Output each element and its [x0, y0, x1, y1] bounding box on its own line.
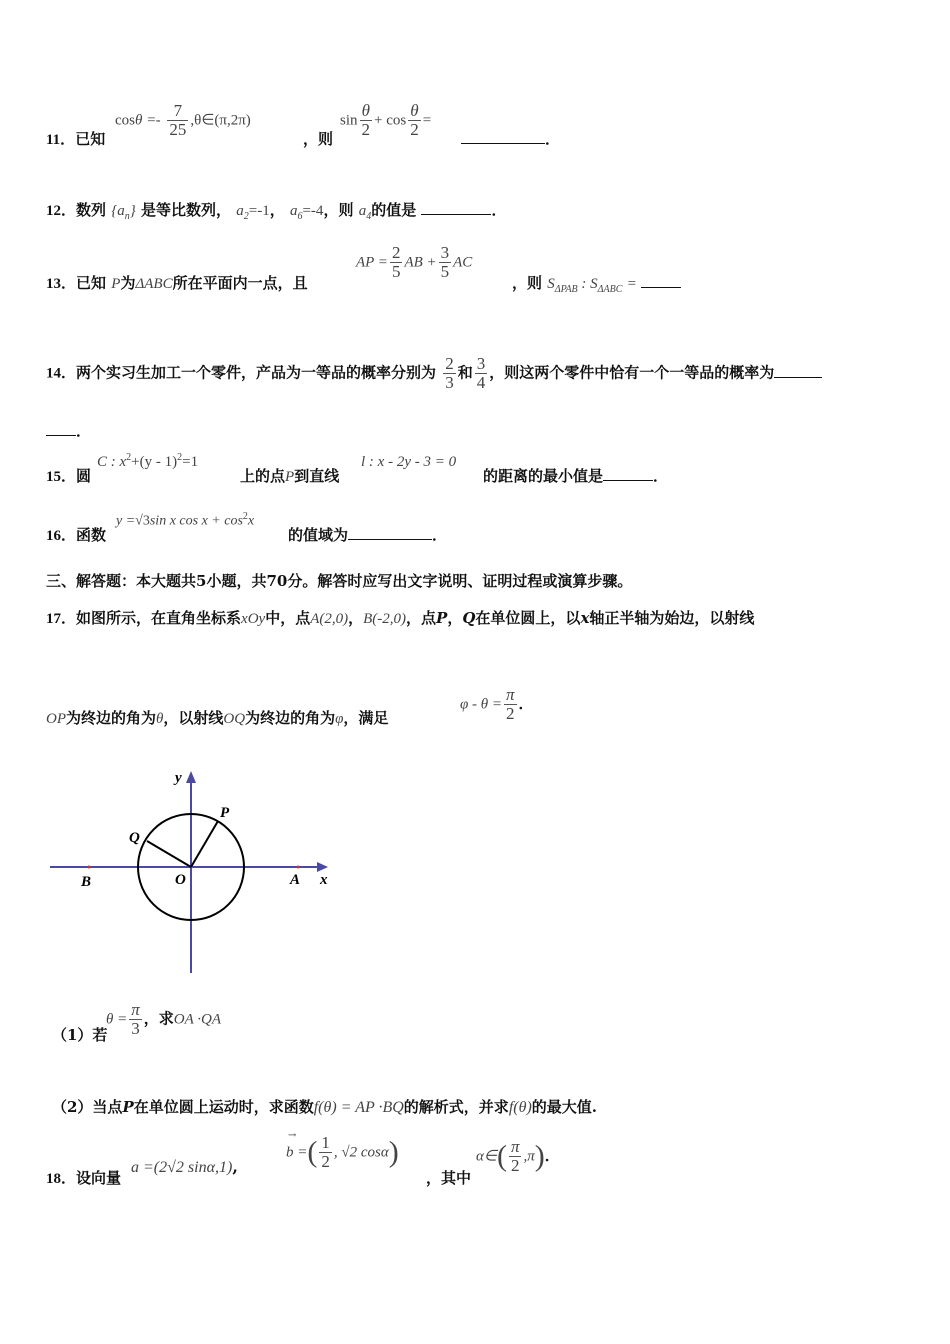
q17-line2: OP为终边的角为θ，以射线OQ为终边的角为φ，满足	[46, 709, 389, 727]
label-p: P	[220, 805, 230, 821]
unit-circle-figure	[45, 763, 345, 978]
section-3-heading: 三、解答题：本大题共5小题，共70分。解答时应写出文字说明、证明过程或演算步骤。	[46, 572, 633, 590]
q18-text: ，其中	[426, 1169, 472, 1187]
q15-answer-blank[interactable]	[603, 468, 653, 481]
q16-text: 的值域为 ．	[288, 526, 448, 544]
q17-part-1-formula: θ = $\frac{\pi}{3}$ ，求OA ·QA	[106, 1000, 221, 1038]
question-11: 11．已知	[46, 130, 106, 148]
label-b: B	[81, 874, 92, 890]
label-a: A	[290, 872, 301, 888]
q15-text: 上的点P到直线	[240, 467, 340, 485]
y-axis-arrow	[186, 771, 196, 783]
ray-op	[191, 821, 218, 867]
label-y: y	[175, 770, 182, 786]
q14-blank-cont[interactable]: ．	[46, 420, 91, 441]
question-13: 13．已知 P为ΔABC所在平面内一点，且	[46, 274, 308, 292]
q17-part-1: （1）若	[52, 1026, 108, 1044]
question-12: 12．数列 $\{a_n\}$ 是等比数列， $a_2=-1$， $a_6=-4$，则 $a_4$的值是 ．	[46, 201, 507, 222]
question-15: 15．圆	[46, 467, 92, 485]
q18-alpha-range: α∈( $\frac{\pi}{2}$ ,π)．	[476, 1137, 560, 1175]
q16-answer-blank[interactable]	[348, 527, 432, 540]
point-a-mark	[297, 866, 300, 869]
question-16: 16．函数	[46, 526, 107, 544]
question-17: 17．如图所示，在直角坐标系xOy中，点A(2,0)，B(-2,0)，点P，Q在单位圆上，以x轴正半轴为始边，以射线	[46, 609, 755, 627]
q13-ratio: ，则 $S_{\Delta PAB}$ : $S_{\Delta ABC}$ =	[512, 272, 681, 295]
point-b-mark	[88, 866, 91, 869]
q11-then: ，则	[303, 130, 334, 148]
q17-condition: φ - θ = $\frac{\pi}{2}$ ．	[460, 685, 534, 723]
q18-vector-a: a =(2√2 sinα,1),	[131, 1157, 238, 1176]
question-14: 14．两个实习生加工一个零件，产品为一等品的概率分别为 $\frac{2}{3}$ 和 $\frac{3}{4}$ ，则这两个零件中恰有一个一等品的概率为	[46, 355, 822, 392]
q15-text2: 的距离的最小值是 ．	[483, 467, 669, 485]
q14-answer-blank[interactable]	[774, 365, 822, 378]
label-x: x	[320, 872, 328, 888]
q13-answer-blank[interactable]	[641, 275, 681, 288]
q18-vector-b: → b =( $\frac{1}{2}$ , √2 cosα)	[286, 1130, 399, 1171]
q11-answer-blank[interactable]: ．	[461, 128, 560, 149]
ray-oq	[147, 841, 191, 867]
q15-line-eq: l : x - 2y - 3 = 0	[361, 454, 457, 470]
x-axis-arrow	[317, 862, 328, 872]
q16-func: y =√3sin x $\cos x + \cos^2x$	[116, 511, 255, 529]
q15-circle-eq: C : $x^2+(y - 1)^2=1$	[97, 452, 199, 470]
q17-part-2: （2）当点P在单位圆上运动时，求函数f(θ) = AP ·BQ的解析式，并求f(θ)的最大值.	[52, 1098, 598, 1116]
q11-formula-sin: sin $\frac{\theta}{2}$ + cos $\frac{\theta}{2}$ =	[340, 101, 432, 139]
label-o: O	[175, 872, 186, 888]
q13-vector-eq: AP = $\frac{2}{5}$ AB + $\frac{3}{5}$ AC	[356, 243, 473, 281]
q12-answer-blank[interactable]	[421, 202, 491, 215]
q11-formula-cos: cosθ =- $\frac{7}{25}$ ,θ∈(π,2π)	[115, 101, 251, 139]
question-18: 18．设向量	[46, 1169, 122, 1187]
label-q: Q	[129, 830, 140, 846]
fraction-7-25: $\frac{7}{25}$	[169, 101, 187, 139]
